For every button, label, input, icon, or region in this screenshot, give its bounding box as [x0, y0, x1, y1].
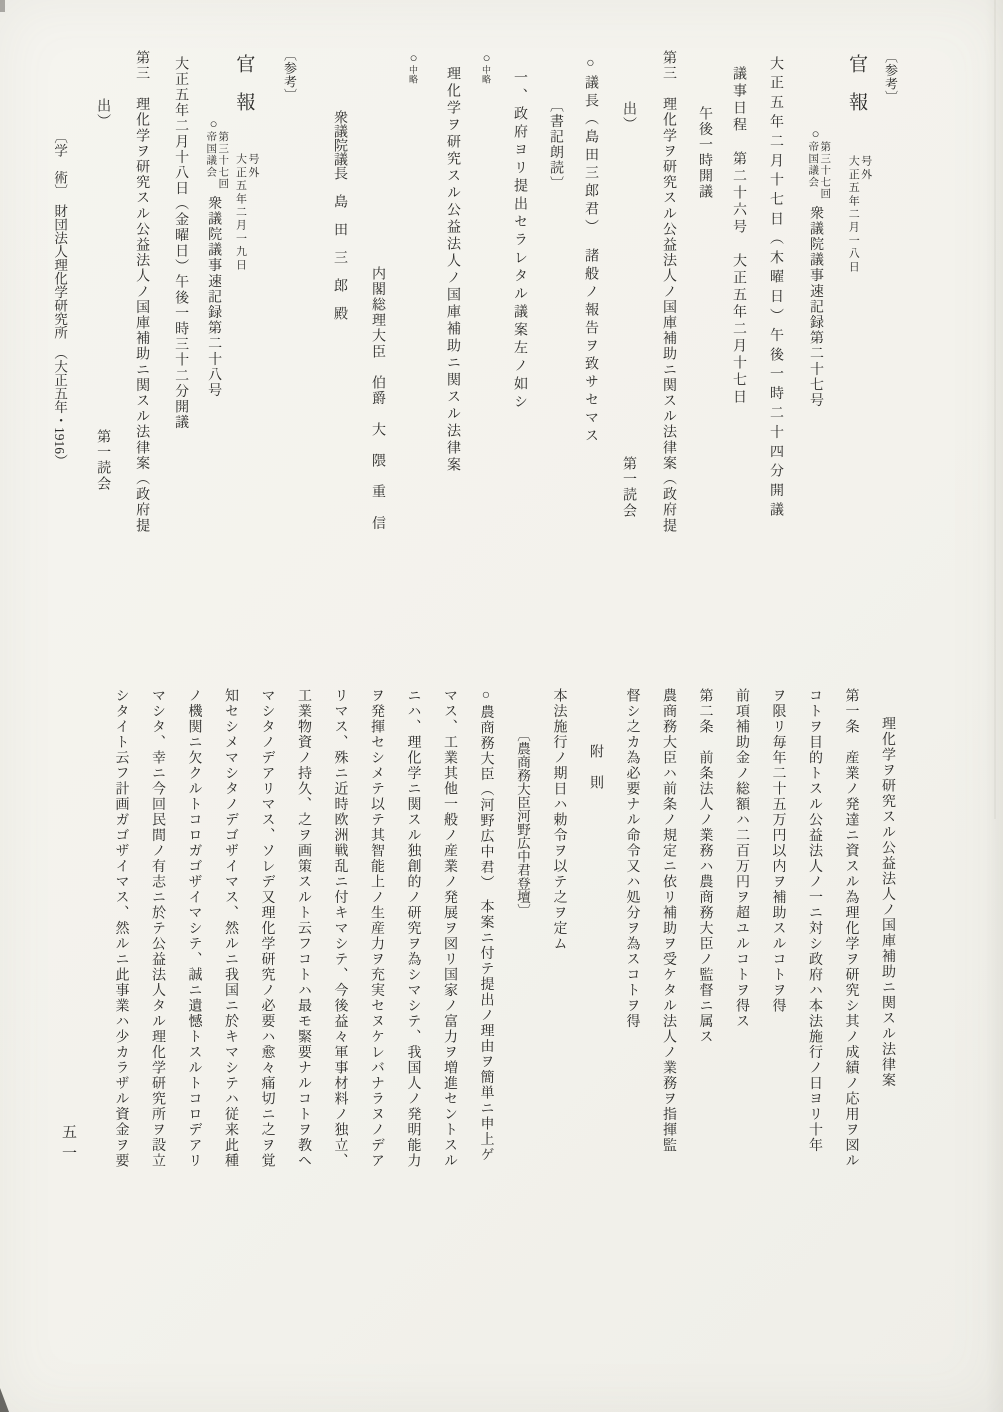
session-record-line — [200, 46, 228, 631]
bill-article-line: ヲ限リ毎年二十五万円以内ヲ補助スルコトヲ得 — [770, 688, 786, 1014]
agenda-item-wrap: 出） — [621, 101, 636, 133]
chair-speech-line: ○議長（島田三郎君） 諸般ノ報告ヲ致サセマス — [583, 56, 598, 446]
first-reading-label: 第一読会 — [621, 456, 636, 519]
entry-marker: ○ — [808, 126, 823, 141]
scan-artifact — [0, 1388, 9, 1412]
entry-marker: ○ — [206, 116, 222, 131]
agenda-schedule-line: 議事日程 第二十六号 大正五年二月十七日 — [731, 66, 746, 406]
minister-speech-line: シタイト云フ計画ガゴザイマス、然ルニ此事業ハ少カラザル資金ヲ要 — [113, 688, 129, 1169]
session-annotation — [806, 141, 830, 200]
clerk-reading-note: 〔書記朗読〕 — [548, 98, 563, 192]
minister-speech-line: マシタノデアリマス、ソレデ又理化学研究ノ必要ハ愈々痛切ニ之ヲ覚 — [259, 688, 275, 1169]
gazette-title: 官 報 — [233, 54, 255, 111]
spacer — [243, 111, 244, 153]
spacer — [628, 132, 629, 456]
minister-speech-line: マシタ、幸ニ今回民間ノ有志ニ於テ公益法人タル理化学研究所ヲ設立 — [150, 688, 165, 1169]
minister-speech-line: ニハ、理化学ニ関スル独創的ノ研究ヲ為シマシテ、我国人ノ発明能力 — [405, 688, 421, 1169]
session-record-line — [795, 46, 835, 631]
bill-and-speech-section — [102, 688, 905, 1308]
minister-speech-line: マス、工業其他一般ノ産業ノ発展ヲ図リ国家ノ富力ヲ増進セントスル — [442, 688, 457, 1169]
gazette-reference-section — [36, 46, 903, 631]
minister-speech-line: ○農商務大臣（河野広中君） 本案ニ付テ提出ノ理由ヲ簡単ニ申上ゲ — [478, 688, 494, 1163]
agenda-item-wrap-line — [609, 46, 648, 631]
opening-time-line: 午後一時開議 — [697, 106, 712, 200]
gazette-masthead — [835, 46, 877, 631]
page-number: 五一 — [60, 1124, 76, 1166]
omission-marker: ○ — [406, 50, 421, 65]
spacer — [856, 111, 857, 155]
reference-tag: 〔参考〕 — [883, 50, 898, 104]
gazette-masthead — [228, 46, 259, 631]
edition-date: 大正五年二月一八日 — [847, 155, 860, 274]
minister-speech-line: ノ機関ニ欠クルトコロガゴザイマシテ、誠ニ遺憾トスルトコロデアリ — [186, 688, 202, 1169]
minister-speech-line: 知セシメマシタノデゴザイマス、然ルニ我国ニ於キマシテハ従来此種 — [223, 688, 238, 1169]
bill-article-line: コトヲ目的トスル公益法人ノ一ニ対シ政府ハ本法施行ノ日ヨリ十年 — [807, 688, 822, 1153]
source-note-line: 〔学 術〕 財団法人理化学研究所 （大正五年・1916） — [52, 130, 68, 468]
session-name: 帝国議会 — [807, 141, 819, 188]
session-annotation — [204, 131, 228, 190]
minister-speech-line: 工業物資ノ持久、之ヲ画策スルト云フコトハ最モ緊要ナルコトヲ教ヘ — [296, 688, 311, 1169]
gazette-title: 官 報 — [846, 54, 867, 111]
minister-speech-line: ヲ発揮セシメテ以テ其智能上ノ生産力ヲ充実セヌケレバナラヌノデア — [369, 688, 384, 1169]
scan-crease — [994, 0, 996, 819]
record-title: 衆議院議事速記録第二十八号 — [206, 195, 222, 399]
first-reading-label: 第一読会 — [95, 429, 111, 492]
omission-label: 中略 — [408, 65, 418, 84]
record-title: 衆議院議事速記録第二十七号 — [808, 205, 823, 409]
sitting-date-line: 大正五年二月十七日（木曜日）午後一時二十四分開議 — [768, 56, 783, 522]
bill-article-line: 前項補助金ノ総額ハ二百万円ヲ超ユルコトヲ得ス — [734, 688, 749, 1029]
bill-title-line: 理化学ヲ研究スル公益法人ノ国庫補助ニ関スル法律案 — [445, 66, 460, 474]
agenda-item-line: 第三 理化学ヲ研究スル公益法人ノ国庫補助ニ関スル法律案（政府提 — [661, 50, 676, 534]
bill-article-line: 督シ之カ為必要ナル命令又ハ処分ヲ為スコトヲ得 — [624, 688, 640, 1029]
agenda-item-wrap: 出） — [95, 98, 111, 130]
bill-title-line: 理化学ヲ研究スル公益法人ノ国庫補助ニ関スル法律案 — [880, 716, 895, 1088]
spacer — [102, 129, 103, 429]
omission-note — [473, 46, 499, 631]
minister-speech-line: リマス、殊ニ近時欧洲戦乱ニ付キマシテ、今後益々軍事材料ノ独立、 — [332, 688, 348, 1169]
session-number: 第三十七回 — [819, 141, 831, 200]
omission-label: 中略 — [481, 65, 491, 84]
gazette-edition-date — [847, 155, 872, 274]
reference-tag: 〔参考〕 — [282, 48, 297, 102]
session-name: 帝国議会 — [205, 131, 217, 178]
bill-article-line: 農商務大臣ハ前条ノ規定ニ依リ補助ヲ受ケタル法人ノ業務ヲ指揮監 — [661, 688, 676, 1153]
agenda-item-wrap-line — [82, 46, 122, 631]
bill-article-line: 第二条 前条法人ノ業務ハ農商務大臣ノ監督ニ属ス — [697, 688, 713, 1045]
supplement-heading: 附 則 — [588, 744, 603, 791]
supplement-article-line: 本法施行ノ期日ハ勅令ヲ以テ之ヲ定ム — [551, 688, 567, 952]
stage-direction-note: 〔農商務大臣河野広中君登壇〕 — [515, 728, 530, 917]
edition-label: 号外 — [247, 153, 259, 180]
addressee-line: 衆議院議長 島 田 三 郎 殿 — [332, 110, 347, 320]
bill-article-line: 第一条 産業ノ発達ニ資スル為理化学ヲ研究シ其ノ成績ノ応用ヲ図ル — [843, 688, 859, 1169]
session-number: 第三十七回 — [217, 131, 229, 190]
omission-marker: ○ — [479, 50, 494, 65]
edition-date: 大正五年二月一九日 — [234, 153, 247, 272]
pm-signature-line: 内閣総理大臣 伯爵 大 隈 重 信 — [370, 266, 385, 532]
edition-label: 号外 — [859, 155, 872, 182]
agenda-item-line: 第三 理化学ヲ研究スル公益法人ノ国庫補助ニ関スル法律案（政府提 — [134, 50, 150, 534]
omission-note — [395, 46, 431, 631]
bill-submission-line: 一、政府ヨリ提出セラレタル議案左ノ如シ — [512, 70, 527, 412]
scan-artifact — [0, 0, 5, 12]
gazette-edition-date — [234, 153, 259, 272]
sitting-date-line: 大正五年二月十八日（金曜日）午後一時三十二分開議 — [173, 56, 189, 431]
